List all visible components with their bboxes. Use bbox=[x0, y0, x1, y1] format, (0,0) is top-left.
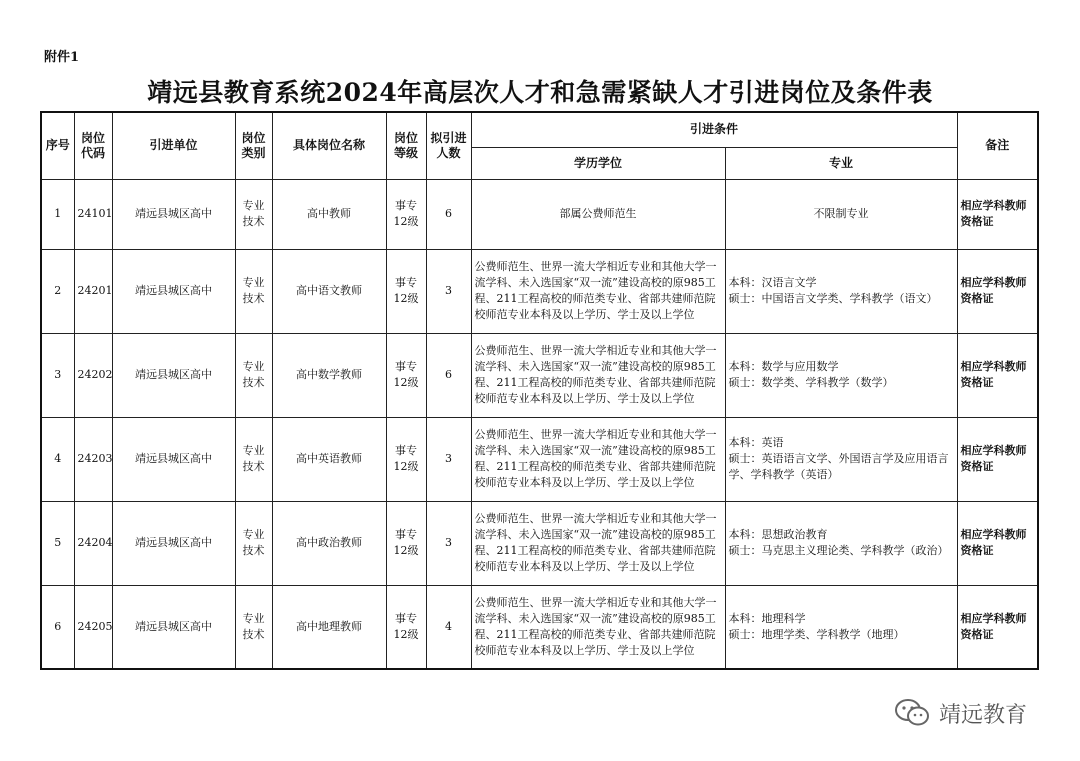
cell-code: 24203 bbox=[74, 417, 112, 501]
cell-position: 高中政治教师 bbox=[272, 501, 386, 585]
cell-position: 高中教师 bbox=[272, 179, 386, 249]
cell-code: 24201 bbox=[74, 249, 112, 333]
cell-major bbox=[725, 179, 957, 249]
cell-remark: 相应学科教师资格证 bbox=[957, 501, 1038, 585]
cell-code: 24204 bbox=[74, 501, 112, 585]
cell-education: 公费师范生、世界一流大学相近专业和其他大学一流学科、未入选国家“双一流”建设高校的原985工程、211工程高校的师范类专业、省部共建师范院校师范专业本科及以上学历、学士及以上学位 bbox=[471, 333, 725, 417]
cell-unit: 靖远县城区高中 bbox=[112, 333, 235, 417]
cell-remark: 相应学科教师资格证 bbox=[957, 249, 1038, 333]
cell-position: 高中英语教师 bbox=[272, 417, 386, 501]
header-education: 学历学位 bbox=[471, 147, 725, 179]
cell-unit: 靖远县城区高中 bbox=[112, 417, 235, 501]
cell-unit: 靖远县城区高中 bbox=[112, 179, 235, 249]
cell-count: 6 bbox=[426, 179, 471, 249]
cell-level: 事专12级 bbox=[386, 585, 426, 669]
major-line: 本科：汉语言文学 bbox=[728, 276, 817, 289]
cell-level: 事专12级 bbox=[386, 249, 426, 333]
cell-seq: 5 bbox=[41, 501, 74, 585]
cell-category: 专业技术 bbox=[235, 585, 272, 669]
major-line: 本科：思想政治教育 bbox=[728, 528, 828, 541]
table-row bbox=[41, 249, 1038, 333]
cell-education: 公费师范生、世界一流大学相近专业和其他大学一流学科、未入选国家“双一流”建设高校的原985工程、211工程高校的师范类专业、省部共建师范院校师范专业本科及以上学历、学士及以上学位 bbox=[471, 417, 725, 501]
cell-education: 公费师范生、世界一流大学相近专业和其他大学一流学科、未入选国家“双一流”建设高校的原985工程、211工程高校的师范类专业、省部共建师范院校师范专业本科及以上学历、学士及以上学位 bbox=[471, 249, 725, 333]
cell-major bbox=[725, 333, 957, 417]
header-count: 拟引进人数 bbox=[426, 112, 471, 179]
cell-count: 3 bbox=[426, 501, 471, 585]
cell-level: 事专12级 bbox=[386, 333, 426, 417]
table-row bbox=[41, 501, 1038, 585]
cell-position: 高中数学教师 bbox=[272, 333, 386, 417]
cell-code: 24205 bbox=[74, 585, 112, 669]
cell-remark: 相应学科教师资格证 bbox=[957, 585, 1038, 669]
cell-education: 公费师范生、世界一流大学相近专业和其他大学一流学科、未入选国家“双一流”建设高校的原985工程、211工程高校的师范类专业、省部共建师范院校师范专业本科及以上学历、学士及以上学位 bbox=[471, 585, 725, 669]
table-row bbox=[41, 417, 1038, 501]
header-seq: 序号 bbox=[41, 112, 74, 179]
cell-category: 专业技术 bbox=[235, 501, 272, 585]
cell-seq: 2 bbox=[41, 249, 74, 333]
cell-position: 高中地理教师 bbox=[272, 585, 386, 669]
positions-table bbox=[40, 111, 1039, 670]
cell-code: 24101 bbox=[74, 179, 112, 249]
table-row bbox=[41, 333, 1038, 417]
cell-code: 24202 bbox=[74, 333, 112, 417]
major-line: 硕士：英语语言文学、外国语言学及应用语言学、学科教学（英语） bbox=[728, 452, 949, 481]
wechat-icon bbox=[893, 697, 933, 729]
cell-unit: 靖远县城区高中 bbox=[112, 501, 235, 585]
major-line: 硕士：马克思主义理论类、学科教学（政治） bbox=[728, 544, 949, 557]
page-title: 靖远县教育系统2024年高层次人才和急需紧缺人才引进岗位及条件表 bbox=[147, 78, 933, 107]
cell-level: 事专12级 bbox=[386, 179, 426, 249]
cell-education: 部属公费师范生 bbox=[471, 179, 725, 249]
table-row bbox=[41, 585, 1038, 669]
cell-level: 事专12级 bbox=[386, 417, 426, 501]
cell-remark: 相应学科教师资格证 bbox=[957, 417, 1038, 501]
cell-unit: 靖远县城区高中 bbox=[112, 249, 235, 333]
cell-major bbox=[725, 249, 957, 333]
header-remark: 备注 bbox=[957, 112, 1038, 179]
major-line: 不限制专业 bbox=[813, 207, 869, 220]
cell-category: 专业技术 bbox=[235, 179, 272, 249]
cell-count: 4 bbox=[426, 585, 471, 669]
header-category: 岗位类别 bbox=[235, 112, 272, 179]
cell-seq: 4 bbox=[41, 417, 74, 501]
major-line: 本科：数学与应用数学 bbox=[728, 360, 839, 373]
major-line: 硕士：地理学类、学科教学（地理） bbox=[728, 627, 905, 641]
header-unit: 引进单位 bbox=[112, 112, 235, 179]
watermark-text: 靖远教育 bbox=[939, 702, 1028, 728]
cell-count: 3 bbox=[426, 417, 471, 501]
cell-seq: 6 bbox=[41, 585, 74, 669]
cell-major bbox=[725, 417, 957, 501]
cell-remark: 相应学科教师资格证 bbox=[957, 333, 1038, 417]
cell-education: 公费师范生、世界一流大学相近专业和其他大学一流学科、未入选国家“双一流”建设高校的原985工程、211工程高校的师范类专业、省部共建师范院校师范专业本科及以上学历、学士及以上学位 bbox=[471, 501, 725, 585]
watermark bbox=[893, 697, 1027, 729]
header-major: 专业 bbox=[725, 147, 957, 179]
header-code: 岗位代码 bbox=[74, 112, 112, 179]
cell-position: 高中语文教师 bbox=[272, 249, 386, 333]
major-line: 本科：英语 bbox=[728, 436, 784, 449]
cell-major bbox=[725, 501, 957, 585]
table-row bbox=[41, 179, 1038, 249]
cell-count: 6 bbox=[426, 333, 471, 417]
cell-category: 专业技术 bbox=[235, 333, 272, 417]
cell-major bbox=[725, 585, 957, 669]
header-conditions: 引进条件 bbox=[471, 112, 957, 147]
major-line: 硕士：数学类、学科教学（数学） bbox=[728, 376, 894, 389]
major-line: 硕士：中国语言文学类、学科教学（语文） bbox=[728, 292, 938, 305]
attachment-label: 附件1 bbox=[44, 50, 80, 65]
cell-category: 专业技术 bbox=[235, 249, 272, 333]
cell-category: 专业技术 bbox=[235, 417, 272, 501]
cell-remark: 相应学科教师资格证 bbox=[957, 179, 1038, 249]
header-position: 具体岗位名称 bbox=[272, 112, 386, 179]
cell-level: 事专12级 bbox=[386, 501, 426, 585]
cell-unit: 靖远县城区高中 bbox=[112, 585, 235, 669]
major-line: 本科：地理科学 bbox=[728, 611, 806, 625]
header-level: 岗位等级 bbox=[386, 112, 426, 179]
cell-seq: 1 bbox=[41, 179, 74, 249]
cell-count: 3 bbox=[426, 249, 471, 333]
cell-seq: 3 bbox=[41, 333, 74, 417]
